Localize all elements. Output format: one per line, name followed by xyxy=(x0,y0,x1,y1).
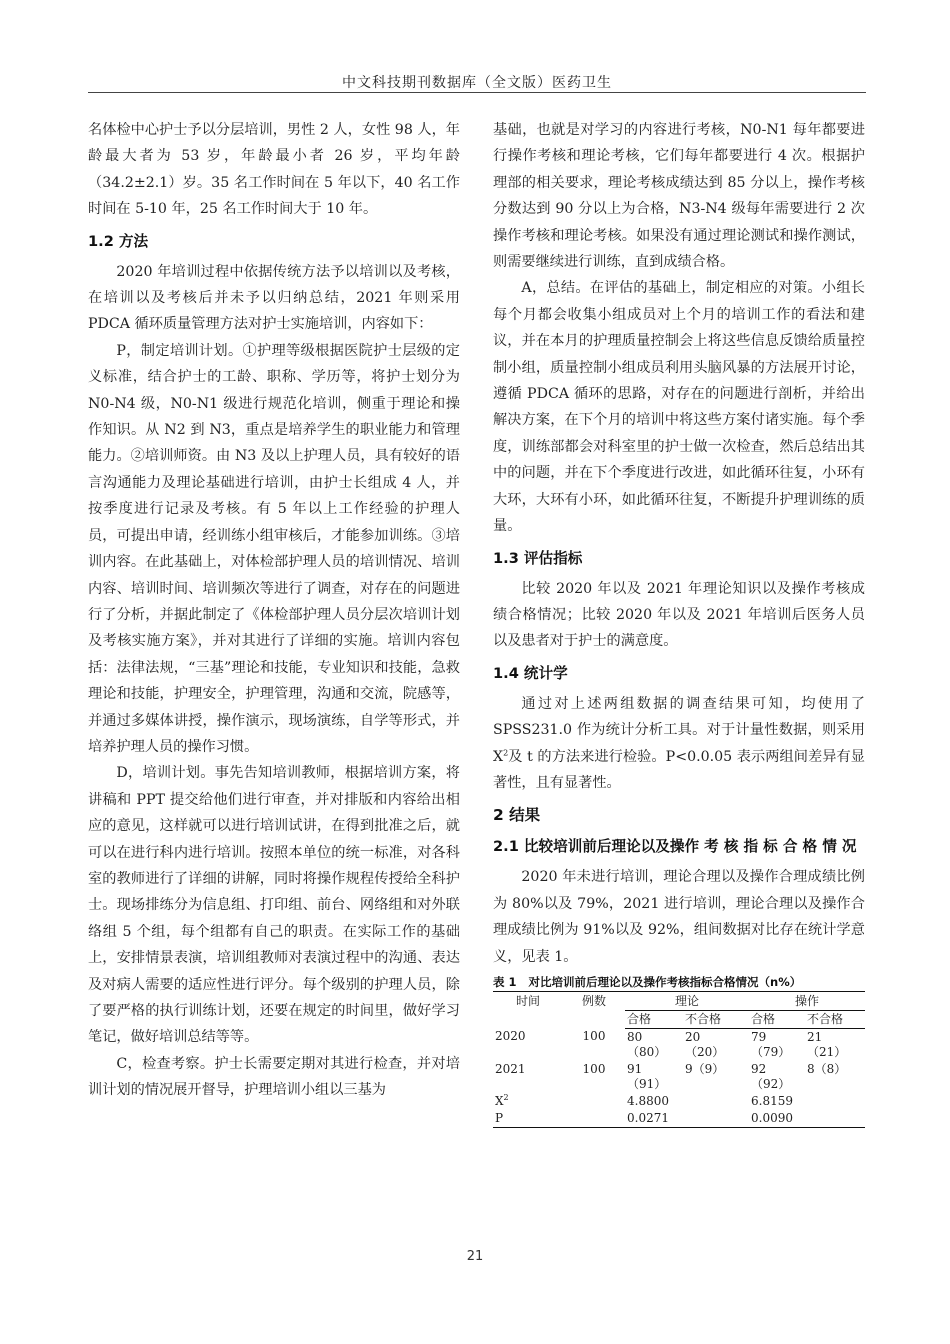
paragraph-do: D，培训计划。事先告知培训教师，根据培训方案，将讲稿和 PPT 提交给他们进行审查，并对排版和内容给出相应的意见，这样就可以进行培训试讲，在得到批准之后，就可以在进行科内进行培训。按照本单位的统一标准，对各科室的教师进行了详细的讲解，同时将操作规程传授给全科护士。现场排练分为信息组、打印组、前台、网络组和对外联络组 5 个组，每个组都有自己的职责。在实际工作的基础上，安排情景表演，培训组教师对表演过程中的沟通、表达及对病人需要的适应性进行评分。每个级别的护理人员，除了要严格的执行训练计划，还要在规定的时间里，做好学习笔记，做好培训总结等等。 xyxy=(88,765,460,1046)
paragraph: 2020 年培训过程中依据传统方法予以培训以及考核，在培训以及考核后并未予以归纳总结，2021 年则采用 PDCA 循环质量管理方法对护士实施培训，内容如下： xyxy=(88,263,460,333)
header-rule xyxy=(88,92,866,93)
cell-value: 92 xyxy=(751,1061,767,1076)
header-cell-theory-pass: 合格 xyxy=(625,1010,683,1028)
cell-operation-pass xyxy=(749,1061,805,1093)
cell-percent: （20） xyxy=(685,1044,725,1059)
header-cell-cases: 例数 xyxy=(581,993,606,1008)
header-cell-theory: 理论 xyxy=(625,991,749,1010)
superscript: 2 xyxy=(503,747,509,757)
cell-year: 2021 xyxy=(495,1061,526,1076)
cell-percent: （79） xyxy=(751,1044,791,1059)
cell-p-label: P xyxy=(495,1110,504,1125)
cell-value: 91 xyxy=(627,1061,643,1076)
table-header-row xyxy=(493,991,865,1010)
table-row-chi-square xyxy=(493,1093,865,1110)
table-number: 表 1 xyxy=(493,974,517,989)
page-number: 21 xyxy=(466,1249,484,1264)
cell-theory-pass xyxy=(625,1028,683,1061)
cell-percent: （92） xyxy=(751,1076,791,1091)
cell-percent: （91） xyxy=(627,1076,667,1091)
cell-theory-pass xyxy=(625,1061,683,1093)
running-header: 中文科技期刊数据库（全文版）医药卫生 xyxy=(342,75,612,91)
cell-empty xyxy=(563,1110,625,1128)
results-table xyxy=(493,991,865,1128)
paragraph: 名体检中心护士予以分层培训，男性 2 人，女性 98 人，年龄最大者为 53 岁，年龄最小者 26 岁，平均年龄（34.2±2.1）岁。35 名工作时间在 5 年以下，40 名工作时间在 5-10 年，25 名工作时间大于 10 年。 xyxy=(88,122,460,218)
table-row xyxy=(493,1061,865,1093)
header-cell-theory-fail: 不合格 xyxy=(683,1010,749,1028)
cell-value: 80 xyxy=(627,1029,643,1044)
paragraph-statistics xyxy=(493,691,865,797)
cell-theory-fail xyxy=(683,1028,749,1061)
cell-empty xyxy=(563,1093,625,1110)
paragraph: 2020 年未进行培训，理论合理以及操作合理成绩比例为 80%以及 79%，2021 进行培训，理论合理以及操作合理成绩比例为 91%以及 92%，组间数据对比存在统计学意义，见表 1。 xyxy=(493,869,865,965)
header-cell-operation-pass: 合格 xyxy=(749,1010,805,1028)
cell-cases: 100 xyxy=(582,1061,606,1076)
paragraph: 比较 2020 年以及 2021 年理论知识以及操作考核成绩合格情况；比较 2020 年以及 2021 年培训后医务人员以及患者对于护士的满意度。 xyxy=(493,580,865,650)
cell-chi-operation: 6.8159 xyxy=(751,1093,793,1108)
cell-p-theory: 0.0271 xyxy=(627,1110,669,1125)
text-run: 及 t 的方法来进行检验。P<0.0.05 表示两组间差异有显著性，且有显著性。 xyxy=(493,748,865,791)
table-row xyxy=(493,1028,865,1061)
header-cell-operation: 操作 xyxy=(749,991,865,1010)
cell-operation-fail xyxy=(805,1028,865,1061)
header-cell-time: 时间 xyxy=(515,993,540,1008)
section-heading-2-1: 2.1 比较培训前后理论以及操作 考 核 指 标 合 格 情 况 xyxy=(493,838,857,856)
cell-percent: （80） xyxy=(627,1044,667,1059)
table-row-p xyxy=(493,1110,865,1128)
section-heading-2: 2 结果 xyxy=(493,806,541,825)
paragraph-plan: P，制定培训计划。①护理等级根据医院护士层级的定义标准，结合护士的工龄、职称、学历等，将护士划分为 N0-N4 级，N0-N1 级进行规范化培训，侧重于理论和操作知识。从 N2 到 N3，重点是培养学生的职业能力和管理能力。②培训师资。由 N3 及以上护理人员，具有较好的语言沟通能力及理论基础进行培训，由护士长组成 4 人，并按季度进行记录及考核。有 5 年以上工作经验的护理人员，可提出申请，经训练小组审核后，才能参加训练。③培训内容。在此基础上，对体检部护理人员的培训情况、培训内容、培训时间、培训频次等进行了调查，对存在的问题进行了分析，并据此制定了《体检部护理人员分层次培训计划及考核实施方案》，并对其进行了详细的实施。培训内容包括：法律法规，“三基”理论和技能，专业知识和技能，急救理论和技能，护理安全，护理管理，沟通和交流，院感等，并通过多媒体讲授，操作演示，现场演练，自学等形式，并培养护理人员的操作习惯。 xyxy=(88,342,460,755)
cell-value: 20 xyxy=(685,1029,701,1044)
paragraph: 基础，也就是对学习的内容进行考核，N0-N1 每年都要进行操作考核和理论考核，它们每年都要进行 4 次。根据护理部的相关要求，理论考核成绩达到 85 分以上，操作考核分数达到 90 分以上为合格，N3-N4 级每年需要进行 2 次操作考核和理论考核。如果没有通过理论测试和操作测试，则需要继续进行训练，直到成绩合格。 xyxy=(493,122,865,271)
paragraph-check: C，检查考察。护士长需要定期对其进行检查，并对培训计划的情况展开督导，护理培训小组以三基为 xyxy=(88,1055,460,1099)
section-heading-1-2: 1.2 方法 xyxy=(88,232,149,250)
section-heading-1-3: 1.3 评估指标 xyxy=(493,549,583,567)
cell-operation-pass xyxy=(749,1028,805,1061)
paragraph-act: A，总结。在评估的基础上，制定相应的对策。小组长每个月都会收集小组成员对上个月的培训工作的看法和建议，并在本月的护理质量控制会上将这些信息反馈给质量控制小组，质量控制小组成员利用头脑风暴的方法展开讨论，遵循 PDCA 循环的思路，对存在的问题进行剖析，并给出解决方案，在下个月的培训中将这些方案付诸实施。每个季度，训练部都会对科室里的护士做一次检查，然后总结出其中的问题，并在下个季度进行改进，如此循环往复，小环有大环，大环有小环，如此循环往复，不断提升护理训练的质量。 xyxy=(493,280,865,535)
cell-theory-fail: 9（9） xyxy=(685,1061,725,1076)
chi-symbol: X xyxy=(495,1093,504,1108)
cell-p-operation: 0.0090 xyxy=(751,1110,793,1125)
table-title: 对比培训前后理论以及操作考核指标合格情况（n%） xyxy=(528,974,802,989)
section-heading-1-4: 1.4 统计学 xyxy=(493,664,568,682)
cell-chi-label xyxy=(493,1093,563,1110)
cell-year: 2020 xyxy=(495,1029,526,1044)
left-column xyxy=(88,117,460,1104)
cell-operation-fail: 8（8） xyxy=(807,1061,847,1076)
cell-percent: （21） xyxy=(807,1044,847,1059)
table-caption xyxy=(493,974,865,990)
right-column xyxy=(493,117,865,1128)
text-run: 通过对上述两组数据的调查结果可知，均使用了 SPSS231.0 作为统计分析工具。对于计量性数据，则采用 X xyxy=(493,695,865,765)
header-cell-operation-fail: 不合格 xyxy=(805,1010,865,1028)
cell-value: 21 xyxy=(807,1029,823,1044)
superscript: 2 xyxy=(503,1092,509,1102)
cell-chi-theory: 4.8800 xyxy=(627,1093,669,1108)
cell-value: 79 xyxy=(751,1029,767,1044)
cell-cases: 100 xyxy=(582,1029,606,1044)
